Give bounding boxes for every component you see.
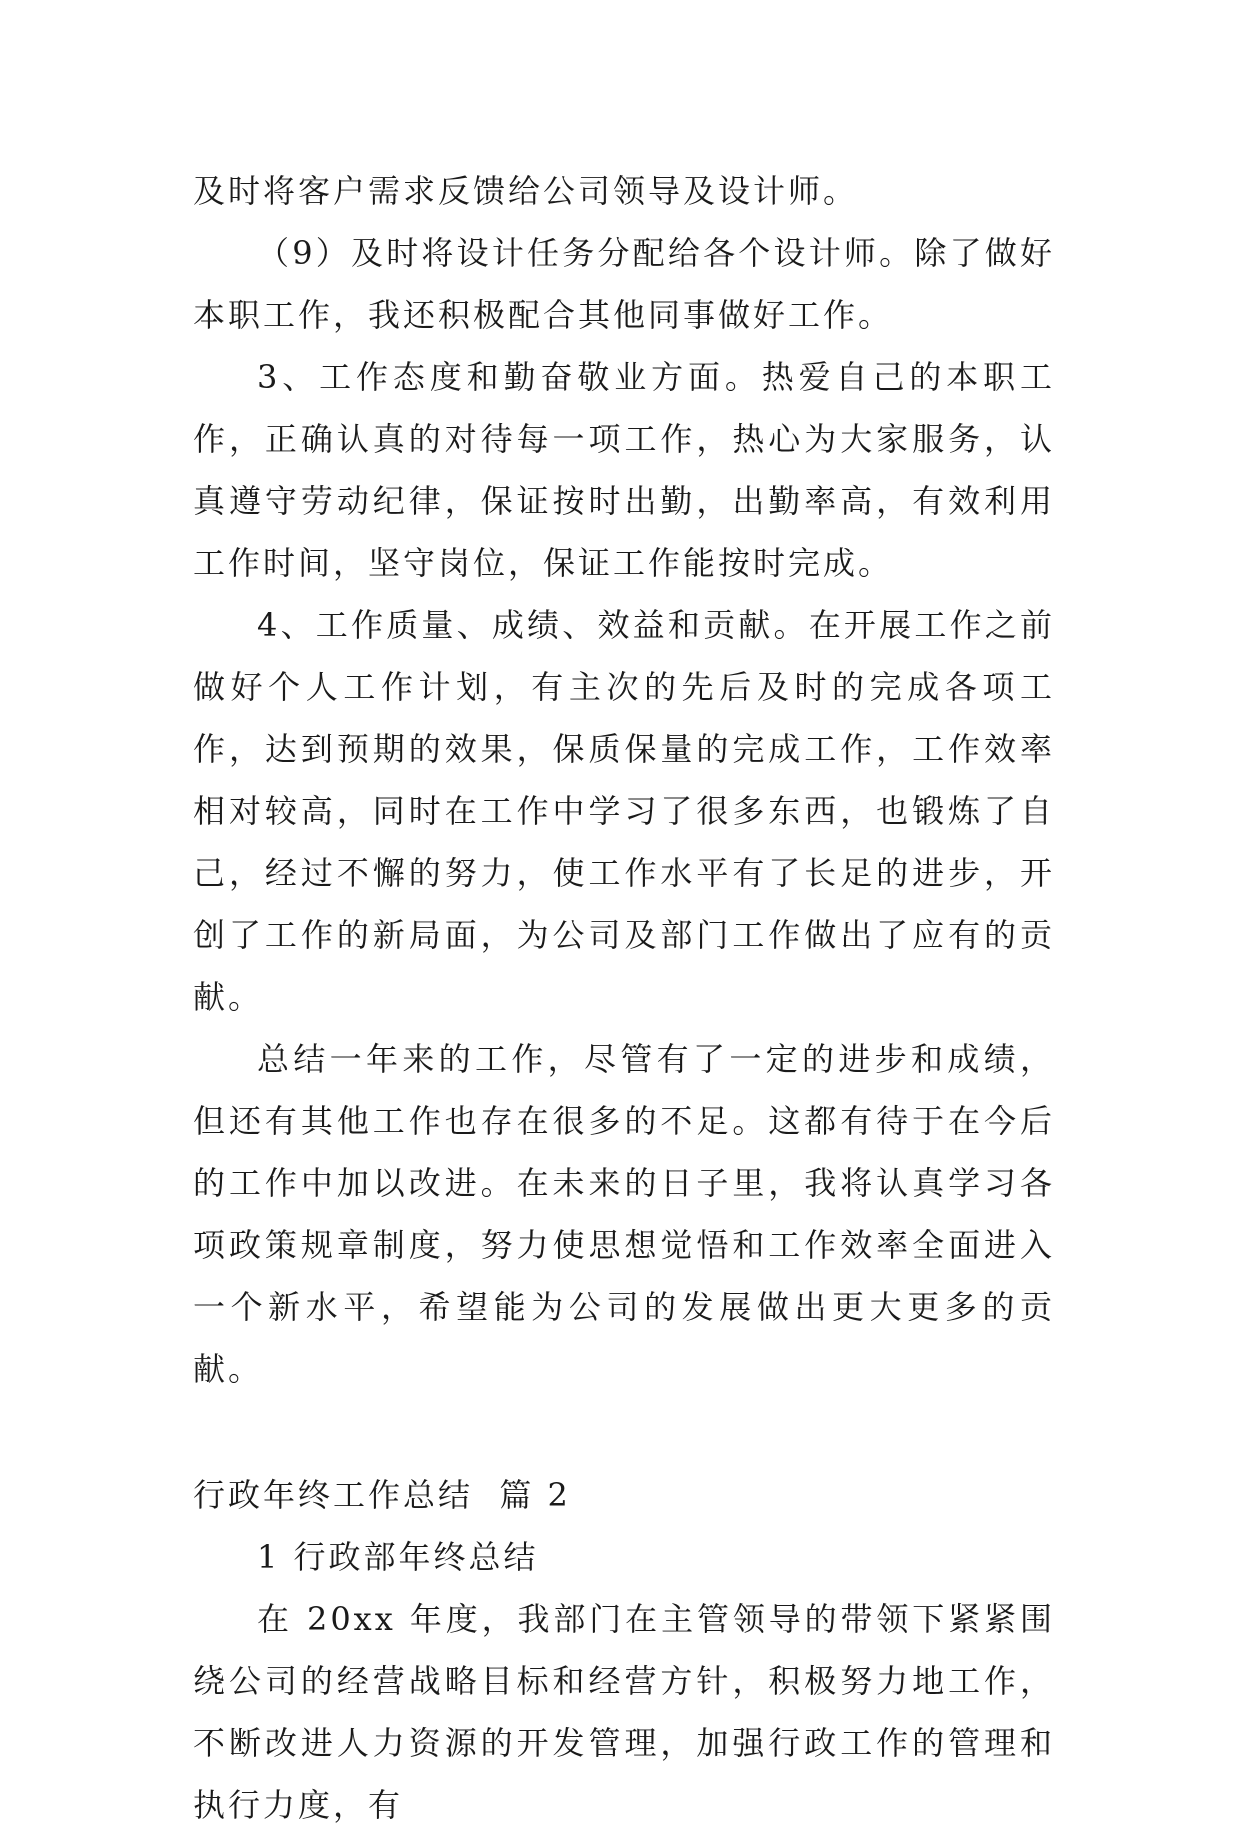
- paragraph-item-4: 4、工作质量、成绩、效益和贡献。在开展工作之前做好个人工作计划，有主次的先后及时的完成各项工作，达到预期的效果，保质保量的完成工作，工作效率相对较高，同时在工作中学习了很多东西，也锻炼了自己，经过不懈的努力，使工作水平有了长足的进步，开创了工作的新局面，为公司及部门工作做出了应有的贡献。: [193, 606, 1055, 1016]
- document-page: [193, 160, 1055, 1836]
- paragraph-summary: 总结一年来的工作，尽管有了一定的进步和成绩，但还有其他工作也存在很多的不足。这都有待于在今后的工作中加以改进。在未来的日子里，我将认真学习各项政策规章制度，努力使思想觉悟和工作效率全面进入一个新水平，希望能为公司的发展做出更大更多的贡献。: [193, 1040, 1055, 1388]
- paragraph-item-9: （9）及时将设计任务分配给各个设计师。除了做好本职工作，我还积极配合其他同事做好工作。: [193, 234, 1055, 334]
- section-title: 行政年终工作总结 篇 2: [193, 1476, 571, 1514]
- paragraph-section2-intro: 在 20xx 年度，我部门在主管领导的带领下紧紧围绕公司的经营战略目标和经营方针，积极努力地工作，不断改进人力资源的开发管理，加强行政工作的管理和执行力度，有: [193, 1600, 1055, 1824]
- paragraph-continuation: 及时将客户需求反馈给公司领导及设计师。: [193, 172, 859, 210]
- subsection-title: 1 行政部年终总结: [257, 1538, 539, 1576]
- section-spacer: [193, 1400, 1055, 1464]
- paragraph-item-3: 3、工作态度和勤奋敬业方面。热爱自己的本职工作，正确认真的对待每一项工作，热心为大家服务，认真遵守劳动纪律，保证按时出勤，出勤率高，有效利用工作时间，坚守岗位，保证工作能按时完成。: [193, 358, 1055, 582]
